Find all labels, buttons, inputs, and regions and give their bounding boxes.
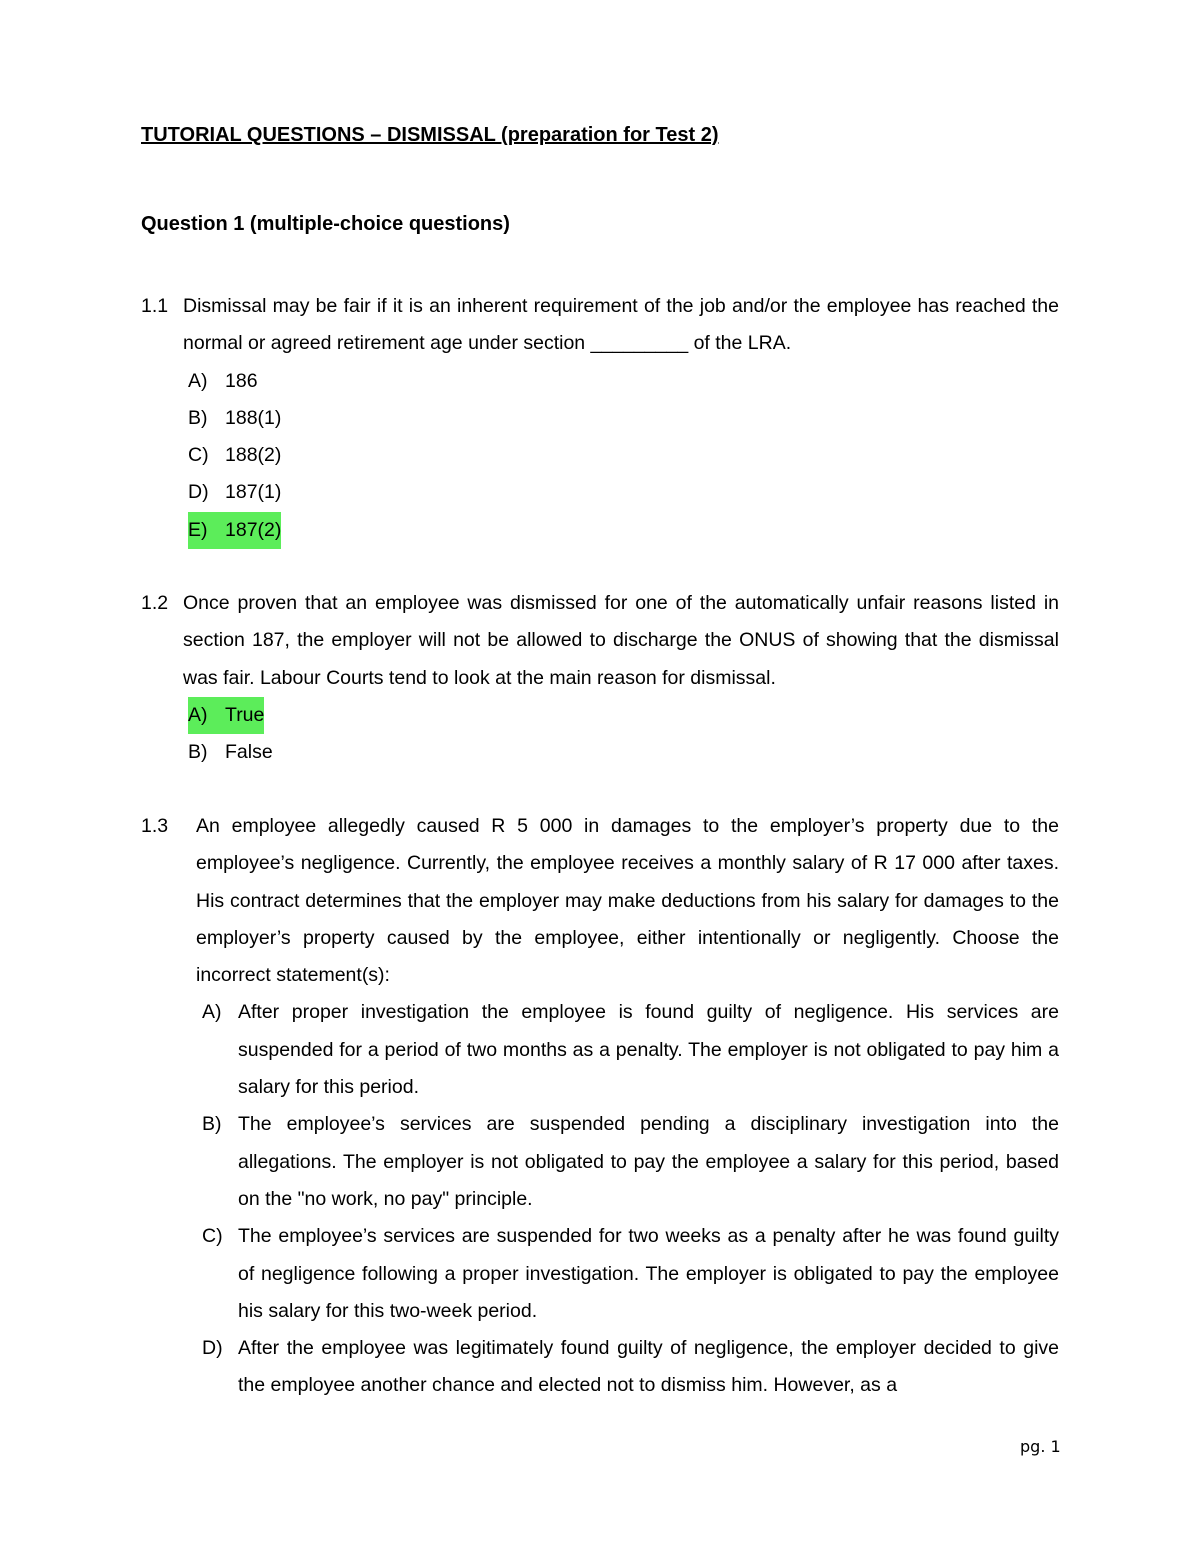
question-number: 1.2	[141, 592, 169, 614]
option-letter: E)	[188, 518, 208, 541]
option-e-highlighted[interactable]	[188, 512, 1059, 549]
option-list	[202, 994, 1059, 1404]
option-text: The employee’s services are suspended for two weeks as a penalty after he was found guilty of negligence following a proper investigation. The employer is obligated to pay the employee his salary for this two-week period.	[238, 1225, 1059, 1322]
option-letter: A)	[188, 703, 208, 726]
option-letter: D)	[188, 481, 209, 504]
answer-highlight	[188, 697, 264, 734]
question-number: 1.3	[141, 815, 169, 837]
option-b[interactable]	[188, 734, 1059, 771]
question-1-3	[141, 808, 1059, 1405]
question-number: 1.1	[141, 295, 169, 317]
option-text: False	[225, 741, 273, 764]
option-text: After proper investigation the employee is found guilty of negligence. His services are suspended for a period of two months as a penalty. The employer is not obligated to pay him a salary for this period.	[238, 1001, 1059, 1099]
answer-highlight	[188, 512, 281, 549]
option-text: 187(1)	[225, 481, 282, 504]
option-letter: B)	[188, 741, 208, 764]
option-text: True	[225, 703, 265, 726]
option-text: 187(2)	[225, 518, 282, 541]
question-text: Once proven that an employee was dismissed for one of the automatically unfair reasons listed in section 187, the employer will not be allowed to discharge the ONUS of showing that the dismissal was fair. Labour Courts tend to look at the main reason for dismissal.	[183, 592, 1059, 689]
option-b[interactable]	[188, 400, 1059, 437]
option-list	[188, 697, 1059, 772]
option-list	[188, 363, 1059, 549]
option-text: The employee’s services are suspended pending a disciplinary investigation into the allegations. The employer is not obligated to pay the employee a salary for this period, based on the "no work, no pay" principle.	[238, 1113, 1059, 1210]
option-a[interactable]	[202, 994, 1059, 1106]
option-letter: B)	[188, 406, 208, 429]
question-text: Dismissal may be fair if it is an inherent requirement of the job and/or the employee has reached the normal or agreed retirement age under section _________ of the LRA.	[183, 295, 1059, 355]
option-text: 186	[225, 369, 258, 392]
option-b[interactable]	[202, 1106, 1059, 1218]
option-c[interactable]	[188, 437, 1059, 474]
page-number: pg. 1	[1020, 1437, 1061, 1456]
option-a[interactable]	[188, 363, 1059, 400]
option-a-highlighted[interactable]	[188, 697, 1059, 734]
option-letter: A)	[188, 369, 208, 392]
option-letter: D)	[202, 1337, 223, 1360]
section-heading: Question 1 (multiple-choice questions)	[141, 213, 510, 235]
option-c[interactable]	[202, 1218, 1059, 1330]
question-1-2	[141, 585, 1059, 771]
option-letter: B)	[202, 1113, 222, 1136]
document-title: TUTORIAL QUESTIONS – DISMISSAL (preparation for Test 2)	[141, 124, 719, 146]
option-letter: A)	[202, 1001, 222, 1024]
question-1-1	[141, 288, 1059, 549]
option-text: 188(2)	[225, 444, 282, 467]
option-letter: C)	[202, 1225, 223, 1248]
option-text: After the employee was legitimately found guilty of negligence, the employer decided to give the employee another chance and elected not to dismiss him. However, as a	[238, 1337, 1059, 1397]
question-text: An employee allegedly caused R 5 000 in damages to the employer’s property due to the employee’s negligence. Currently, the employee receives a monthly salary of R 17 000 after taxes. His contract determines that the employer may make deductions from his salary for damages to the employer’s property caused by the employee, either intentionally or negligently. Choose the incorrect statement(s):	[196, 815, 1059, 987]
option-d[interactable]	[188, 474, 1059, 511]
option-text: 188(1)	[225, 406, 282, 429]
option-d[interactable]	[202, 1330, 1059, 1405]
option-letter: C)	[188, 444, 209, 467]
